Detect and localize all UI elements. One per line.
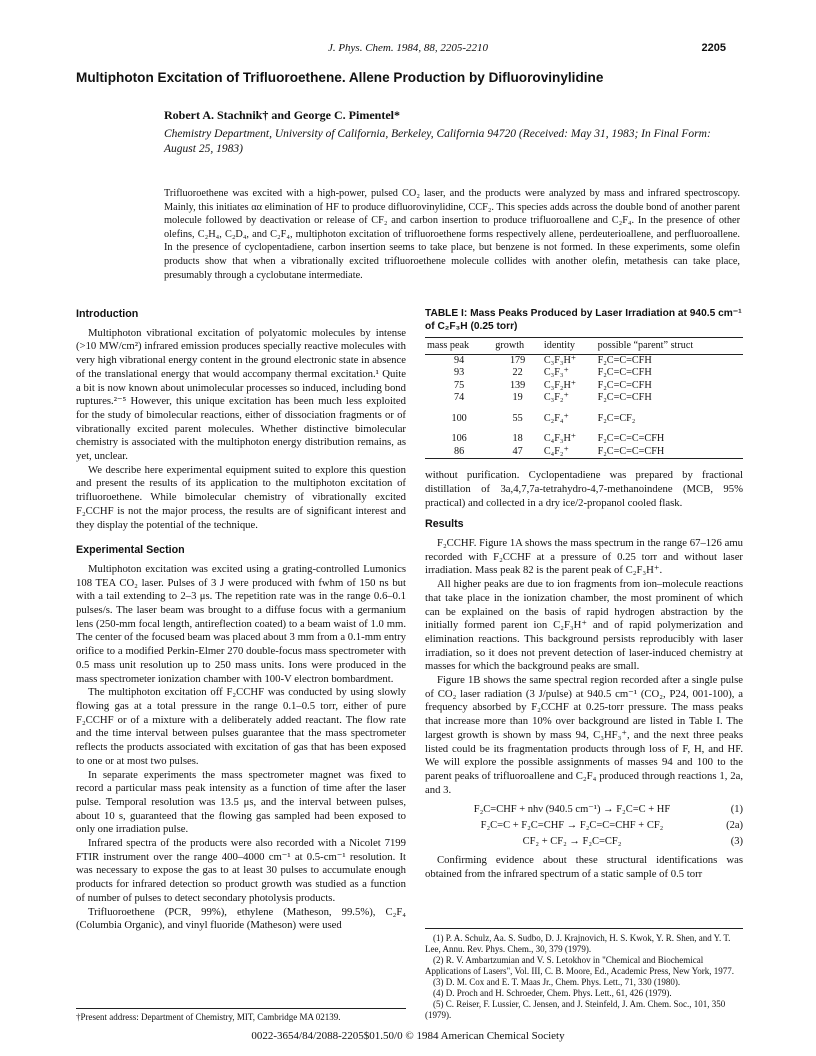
table-cell: F₂C=C=C=CFH (597, 433, 665, 445)
right-column (425, 308, 743, 882)
references (425, 928, 743, 1021)
table-cell: 93 (454, 367, 465, 379)
table-cell: C₄F₂⁺ (542, 446, 596, 459)
journal-citation: J. Phys. Chem. 1984, 88, 2205-2210 (327, 42, 489, 54)
authors: Robert A. Stachnik† and George C. Pimentel* (164, 108, 400, 122)
abstract: Trifluoroethene was excited with a high-power, pulsed CO₂ laser, and the products were analyzed by mass and infrared spectroscopy. Mainly, this initiates αα elimination of HF to produce difluorovinylidine, CCF₂. This species adds across the double bond of another parent molecule followed by deactivation or release of CF₂ and carbon insertion to produce trifluoroallene and C₂F₄. In the presence of other olefins, C₂H₄, C₂D₄, and C₂F₄, multiphoton excitation of trifluoroethene forms respectively allene, perdeuterioallene, and perfluoroallene. In the presence of cyclopentadiene, carbon insertion seems to take place, but benzene is not formed. In these experiments, some olefin products show that when a vibrationally excited trifluoroethene molecule collides with another olefin, metathesis can take place, presumably through a cyclobutane intermediate. (164, 188, 740, 281)
experimental-paragraph: The multiphoton excitation off F₂CCHF was conducted by using slowly flowing gas at a total pressure in the range 0.1–0.5 torr, either of pure F₂CCHF or of a mixture with a deliberately added reactant. The flow rate and the time interval between pulses guarantee that the mass spectrometer reflects the products associated with excitation of gas that has been exposed to one or at most two pulses. (76, 686, 406, 767)
experimental-paragraph: Infrared spectra of the products were also recorded with a Nicolet 7199 FTIR instrument over the range 400–4000 cm⁻¹ at 0.5-cm⁻¹ resolution. It was necessary to expose the gas to at least 30 pulses to accumulate enough products for infrared detection so product growth was studied as a function of number of pulses to detect secondary photolysis products. (76, 837, 406, 904)
article-title: Multiphoton Excitation of Trifluoroethene. Allene Production by Difluorovinylidine (76, 70, 604, 85)
table-cell: F₂C=CF₂ (597, 412, 636, 424)
equation (425, 835, 743, 849)
equation-number: (1) (730, 804, 743, 816)
equation-number: (3) (730, 835, 743, 847)
table-row (425, 405, 743, 426)
table-cell: 106 (451, 433, 467, 445)
results-heading: Results (425, 518, 464, 531)
results-paragraph: Confirming evidence about these structural identifications was obtained from the infrared spectrum of a static sample of 0.5 torr (425, 854, 743, 881)
equation-number: (2a) (726, 820, 743, 832)
table-cell: 139 (509, 379, 526, 391)
results-paragraph: F₂CCHF. Figure 1A shows the mass spectrum in the range 67–126 amu recorded with F₂CCHF at a pressure of 0.25 torr and without laser irradiation. Mass peak 82 is the parent peak of C₂F₃H⁺. (425, 537, 743, 577)
table-cell: F₂C=C=C=CFH (596, 446, 743, 459)
affiliation: Chemistry Department, University of California, Berkeley, California 94720 (Received: May 31, 1983; In Final Form: August 25, 1983) (164, 128, 711, 155)
table-cell: F₂C=C=CFH (597, 392, 652, 404)
running-header (0, 42, 816, 58)
table-cell: 55 (512, 412, 523, 424)
experimental-heading: Experimental Section (76, 544, 185, 557)
table-header-row (425, 338, 743, 355)
equation-expression: F₂C=CHF + nhν (940.5 cm⁻¹) → F₂C=C + HF (473, 804, 671, 816)
reference-item: (1) P. A. Schulz, Aa. S. Sudbo, D. J. Krajnovich, H. S. Kwok, Y. R. Shen, and Y. T. Lee, Annu. Rev. Phys. Chem., 30, 379 (1979). (425, 933, 731, 954)
table-cell: C₃F₂⁺ (543, 392, 569, 404)
experimental-paragraph: Trifluoroethene (PCR, 99%), ethylene (Matheson, 99.5%), C₂F₄ (Columbia Organic), and vinyl fluoride (Matheson) were used (76, 905, 406, 932)
table-cell: F₂C=C=CFH (597, 379, 652, 391)
equation-expression: F₂C=C + F₂C=CHF → F₂C=C=CHF + CF₂ (480, 820, 664, 832)
results-paragraph: Figure 1B shows the same spectral region recorded after a single pulse of CO₂ laser radiation (3 J/pulse) at 940.5 cm⁻¹ (CO₂, P24, 001-100), a frequency absorbed by F₂CCHF at 0.25-torr pressure. The mass peaks that increase more than 10% over background are listed in Table I. The largest growth is shown by mass 94, C₃HF₃⁺, and the next three peaks listed could be its fragmentation products through loss of F, H, and HF. We will explore the possible assignments of masses 94 and 100 to the parent peaks of trifluoroallene and C₂F₄ produced through reactions 1, 2a, and 3. (425, 674, 743, 796)
table-cell: 94 (454, 354, 465, 366)
table-cell: 19 (512, 392, 523, 404)
author-footnote: †Present address: Department of Chemistry, MIT, Cambridge MA 02139. (76, 1008, 406, 1022)
table-row (425, 446, 743, 459)
column-header: identity (542, 338, 596, 355)
intro-heading: Introduction (76, 308, 139, 320)
equation-expression: CF₂ + CF₂ → F₂C=CF₂ (522, 835, 622, 847)
table-row (425, 425, 743, 446)
equation (425, 803, 743, 817)
page-number: 2205 (701, 42, 726, 54)
left-column (76, 308, 406, 933)
table-row (425, 367, 743, 380)
table-cell: C₃F₂H⁺ (543, 379, 577, 391)
table-cell: 74 (454, 392, 465, 404)
column-header: mass peak (425, 338, 493, 355)
intro-paragraph: Multiphoton vibrational excitation of polyatomic molecules by intense (>10 MW/cm²) infrared emission produces specially reactive molecules with very high vibrational energy content in the ground electronic state in absence of the translational energy that would accompany thermal excitation.¹ Quite a bit is now known about unimolecular processes so induced, including bond ruptures.²⁻⁵ However, this unique excitation has been much less exploited for the study of bimolecular reactions, either of dissociation fragments or of vibrationally excited parent molecules. Whether distinctive bimolecular chemistry is associated with the multiphoton energy distribution remains, as yet, unclear. (76, 326, 406, 463)
table-row (425, 354, 743, 367)
methods-continuation: without purification. Cyclopentadiene was prepared by fractional distillation of 3a,4,7,7a-tetrahydro-4,7-methanoindene (MCB, 95% practical) and collected in a dry ice/2-propanol cooled flask. (425, 469, 743, 509)
intro-paragraph: We describe here experimental equipment suited to explore this question and present the results of its application to the multiphoton excitation of trifluoroethene. While bimolecular chemistry of vibrationally excited F₂CCHF is not the major process, the results are of significant interest and they display the potential of the technique. (76, 463, 406, 531)
experimental-paragraph: Multiphoton excitation was excited using a grating-controlled Lumonics 108 TEA CO₂ laser. Pulses of 3 J were produced with fwhm of 150 ns but with a tail extending to 2–3 μs. The repetition rate was in the range 0.6–0.1 pulses/s. The laser beam was brought to a diffuse focus with a germanium lens (250-mm focal length, antireflection coated) to a beam waist of 1.0 mm. The center of the focused beam was placed about 3 mm from a 0.1-mm entry orifice to a modified Perkin-Elmer 270 double-focus mass spectrometer with 0.5 mass unit resolution up to 250 mass units. Ions were produced in the mass spectrometer ionization chamber with 100-V electron bombardment. (76, 562, 406, 685)
copyright-line: 0022-3654/84/2088-2205$01.50/0 © 1984 American Chemical Society (251, 1030, 565, 1042)
table-cell: 22 (512, 367, 523, 379)
table-cell: C₂F₄⁺ (543, 412, 569, 424)
reference-item: (4) D. Proch and H. Schroeder, Chem. Phys. Lett., 61, 426 (1979). (433, 988, 672, 998)
table-cell: 179 (509, 354, 526, 366)
table-cell: F₂C=C=CFH (597, 354, 652, 366)
table-cell: 75 (454, 379, 465, 391)
table-cell: 100 (451, 412, 467, 424)
table-cell: C₄F₃H⁺ (543, 433, 577, 445)
table-cell: F₂C=C=CFH (597, 367, 652, 379)
table-row (425, 380, 743, 393)
reference-item: (3) D. M. Cox and E. T. Maas Jr., Chem. Phys. Lett., 71, 330 (1980). (433, 977, 681, 987)
table-cell: C₃F₃H⁺ (543, 354, 577, 366)
table-title: TABLE I: Mass Peaks Produced by Laser Irradiation at 940.5 cm⁻¹ of C₂F₃H (0.25 torr) (425, 308, 742, 332)
results-paragraph: All higher peaks are due to ion fragments from ion–molecule reactions that take place in the ionization chamber, the most prominent of which can be explained on the basis of rapid hydrogen abstraction by the initially formed parent ion C₂F₃H⁺ and of rapid polymerization and elimination reactions. This background persists reproducibly with laser irradiation, so it does not prevent detection of laser-induced chemistry at masses for which the background peaks are small. (425, 578, 743, 673)
mass-peaks-table (425, 337, 743, 459)
table-cell: 18 (512, 433, 523, 445)
table-cell: C₃F₃⁺ (543, 367, 569, 379)
table-cell: 86 (425, 446, 493, 459)
reference-item: (5) C. Reiser, F. Lussier, C. Jensen, and J. Steinfeld, J. Am. Chem. Soc., 101, 350 (1979). (425, 999, 726, 1020)
table-cell: 47 (493, 446, 542, 459)
column-header: possible “parent” struct (596, 338, 743, 355)
equation (425, 819, 743, 833)
equations (425, 803, 743, 848)
table-row (425, 392, 743, 405)
reference-item: (2) R. V. Ambartzumian and V. S. Letokhov in "Chemical and Biochemical Applications of Lasers", Vol. III, C. B. Moore, Ed., Academic Press, New York, 1977. (425, 955, 735, 976)
column-header: growth (493, 338, 542, 355)
experimental-paragraph: In separate experiments the mass spectrometer magnet was fixed to record a particular mass peak intensity as a function of time after the laser pulse. Temporal resolution was 13.5 μs, and the interval between pulses, about 10 s, guaranteed that the flowing gas sampled had been exposed to only one irradiation pulse. (76, 768, 406, 836)
